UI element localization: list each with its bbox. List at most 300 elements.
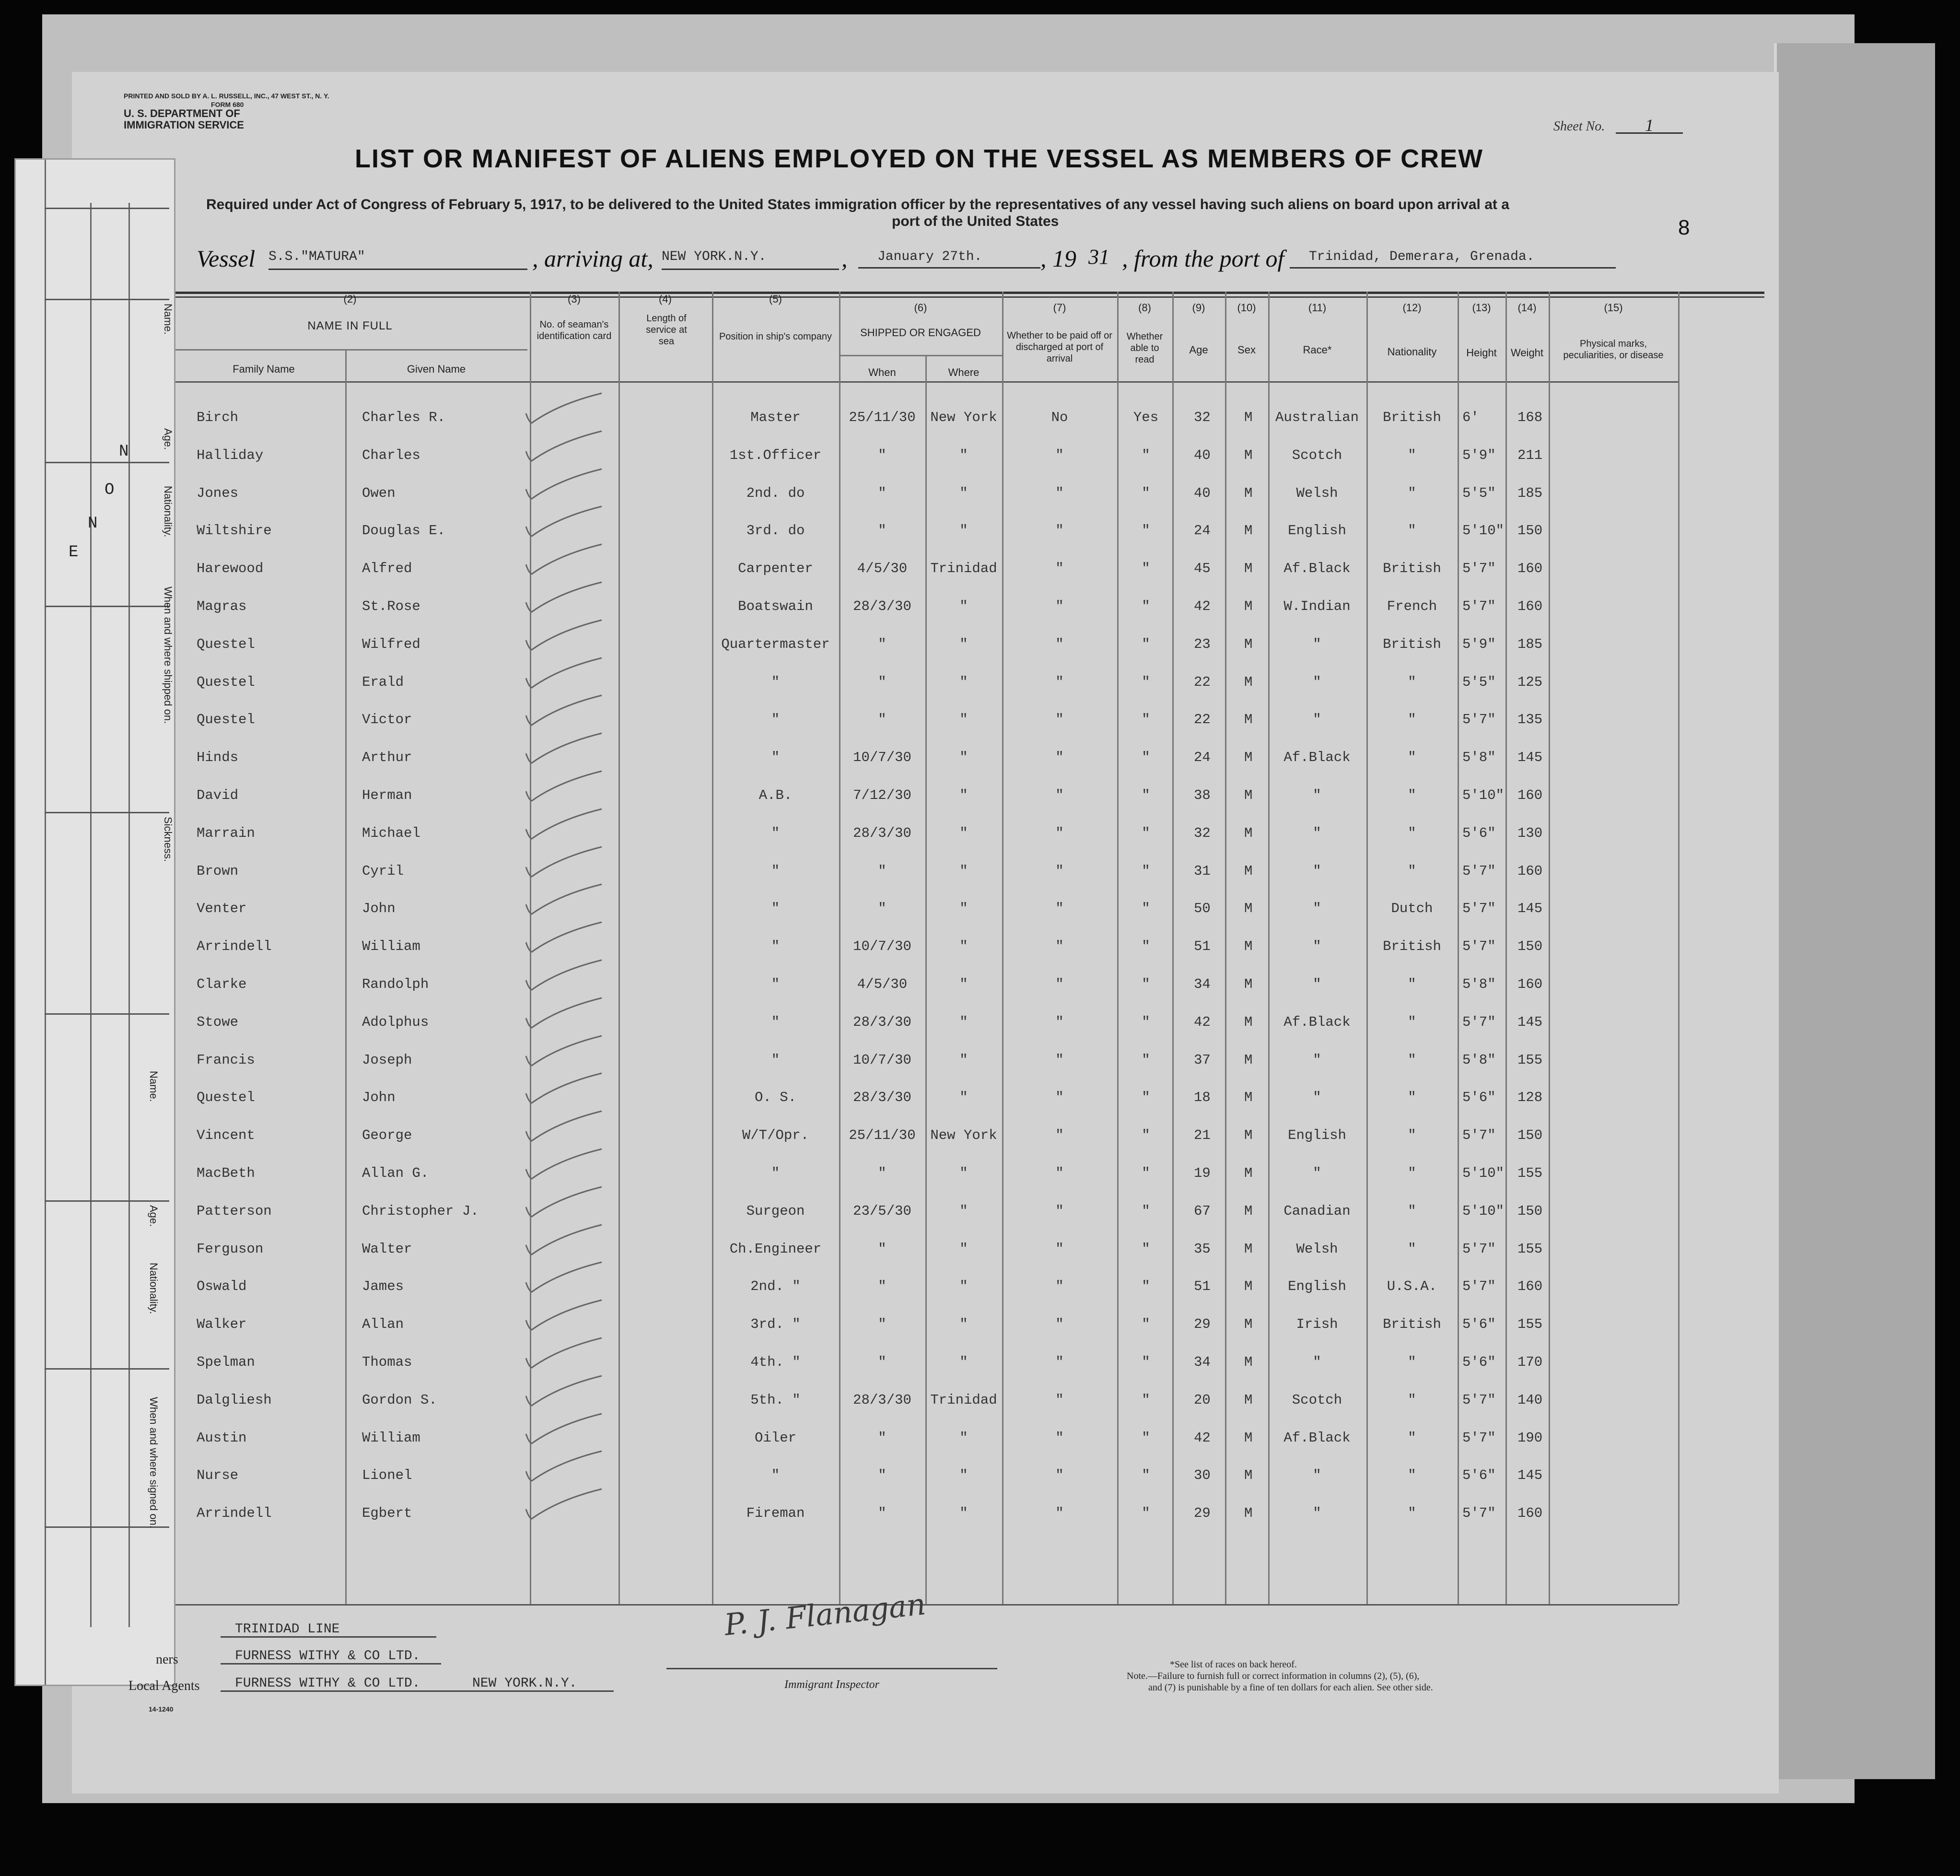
line-name: TRINIDAD LINE: [235, 1622, 340, 1637]
weight-cell: 160: [1517, 787, 1543, 803]
family-name-cell: Francis: [197, 1052, 255, 1068]
corner-number: 8: [1678, 216, 1690, 239]
column-rule: [1549, 292, 1550, 1604]
sex-cell: M: [1244, 750, 1253, 766]
weight-cell: 160: [1517, 1505, 1543, 1522]
age-cell: 24: [1194, 523, 1211, 539]
strip-label-sickness: Sickness.: [162, 817, 174, 862]
sex-cell: M: [1244, 447, 1253, 463]
sheet-number: 1: [1616, 115, 1683, 134]
strip-label-age-2: Age.: [148, 1205, 160, 1227]
able-to-read-cell: ": [1142, 750, 1150, 766]
column-rule: [1505, 292, 1507, 1604]
agents-rule: [221, 1690, 614, 1692]
family-name-cell: Arrindell: [197, 1505, 272, 1522]
race-cell: English: [1288, 523, 1346, 539]
col10-label: Sex: [1237, 344, 1256, 356]
height-cell: 5'7": [1462, 1127, 1496, 1144]
age-cell: 42: [1194, 1014, 1211, 1030]
col8-label: Whether able to read: [1126, 331, 1163, 365]
col2-family: Family Name: [233, 363, 295, 375]
height-cell: 5'7": [1462, 863, 1496, 879]
form-code: 14-1240: [149, 1705, 174, 1713]
family-name-cell: Ferguson: [197, 1241, 264, 1257]
shipped-where-cell: ": [959, 598, 968, 614]
sex-cell: M: [1244, 636, 1253, 652]
age-cell: 42: [1194, 1430, 1211, 1446]
vessel-name: S.S."MATURA": [268, 249, 527, 270]
shipped-when-cell: ": [878, 1354, 887, 1370]
weight-cell: 190: [1517, 1430, 1543, 1446]
sex-cell: M: [1244, 825, 1253, 841]
races-note: *See list of races on back hereof.: [1170, 1659, 1297, 1670]
shipped-when-cell: ": [878, 712, 887, 728]
shipped-when-cell: ": [878, 674, 887, 690]
position-cell: ": [771, 938, 780, 955]
sex-cell: M: [1244, 787, 1253, 803]
position-cell: Carpenter: [738, 561, 813, 577]
weight-cell: 150: [1517, 523, 1543, 539]
race-cell: Af.Black: [1283, 1430, 1351, 1446]
weight-cell: 145: [1517, 1467, 1543, 1484]
paid-off-cell: ": [1055, 976, 1064, 992]
column-rule: [1678, 292, 1680, 1604]
given-name-cell: Allan: [362, 1316, 404, 1333]
age-cell: 67: [1194, 1203, 1211, 1219]
col11-num: (11): [1308, 302, 1327, 314]
weight-cell: 170: [1517, 1354, 1543, 1370]
nationality-cell: ": [1408, 1241, 1416, 1257]
able-to-read-cell: ": [1142, 863, 1150, 879]
col8-num: (8): [1138, 302, 1151, 314]
nationality-cell: ": [1408, 1354, 1416, 1370]
position-cell: Boatswain: [738, 598, 813, 614]
col7-num: (7): [1053, 302, 1066, 314]
column-rule: [1002, 292, 1003, 1604]
shipped-where-cell: ": [959, 1430, 968, 1446]
shipped-when-cell: ": [878, 485, 887, 501]
strip-letter-n-2: N: [88, 515, 98, 533]
strip-label-name: Name.: [162, 304, 174, 335]
paid-off-cell: ": [1055, 863, 1064, 879]
printer-line: PRINTED AND SOLD BY A. L. RUSSELL, INC., 47 WEST ST., N. Y.: [124, 92, 329, 100]
col12-label: Nationality: [1387, 346, 1437, 358]
weight-cell: 140: [1517, 1392, 1543, 1408]
sex-cell: M: [1244, 1430, 1253, 1446]
shipped-where-cell: ": [959, 1278, 968, 1295]
height-cell: 5'10": [1462, 787, 1505, 803]
weight-cell: 160: [1517, 976, 1543, 992]
age-cell: 31: [1194, 863, 1211, 879]
shipped-when-cell: ": [878, 636, 887, 652]
shipped-where-cell: ": [959, 863, 968, 879]
column-rule: [1458, 292, 1459, 1604]
able-to-read-cell: ": [1142, 1467, 1150, 1484]
shipped-when-cell: ": [878, 1505, 887, 1522]
shipped-when-cell: 28/3/30: [853, 1090, 911, 1106]
race-cell: Scotch: [1292, 447, 1342, 463]
check-mark-icon: [520, 1291, 616, 1335]
check-mark-icon: [520, 1367, 616, 1410]
race-cell: ": [1313, 1354, 1321, 1370]
weight-cell: 125: [1517, 674, 1543, 690]
paid-off-cell: ": [1055, 787, 1064, 803]
sex-cell: M: [1244, 598, 1253, 614]
col11-label: Race*: [1303, 344, 1332, 356]
nationality-cell: ": [1408, 485, 1416, 501]
able-to-read-cell: ": [1142, 1127, 1150, 1144]
race-cell: Australian: [1275, 410, 1359, 425]
race-cell: Scotch: [1292, 1392, 1342, 1408]
given-name-cell: Douglas E.: [362, 523, 446, 539]
weight-cell: 155: [1517, 1316, 1543, 1333]
shipped-when-cell: 10/7/30: [853, 938, 911, 955]
arriving-label: , arriving at,: [532, 245, 653, 272]
note-line-1: Note.—Failure to furnish full or correct information in columns (2), (5), (6),: [1127, 1671, 1420, 1681]
height-cell: 5'9": [1462, 447, 1496, 463]
paid-off-cell: ": [1055, 1467, 1064, 1484]
able-to-read-cell: ": [1142, 1052, 1150, 1068]
check-mark-icon: [520, 1140, 616, 1184]
race-cell: ": [1313, 674, 1321, 690]
height-cell: 5'10": [1462, 1203, 1505, 1219]
shipped-where-cell: ": [959, 938, 968, 955]
family-name-cell: Venter: [197, 901, 247, 917]
subtitle-line-2: port of the United States: [892, 213, 1059, 229]
department-line: U. S. DEPARTMENT OF: [124, 107, 240, 119]
comma-sep: ,: [841, 245, 848, 272]
signature-rule: [666, 1668, 997, 1669]
weight-cell: 185: [1517, 636, 1543, 652]
nationality-cell: ": [1408, 712, 1416, 728]
column-rule: [1225, 292, 1226, 1604]
check-mark-icon: [520, 1329, 616, 1372]
check-mark-icon: [520, 762, 616, 806]
shipped-where-cell: ": [959, 712, 968, 728]
able-to-read-cell: ": [1142, 1505, 1150, 1522]
race-cell: Af.Black: [1283, 750, 1351, 766]
shipped-where-cell: ": [959, 674, 968, 690]
shipped-when-cell: ": [878, 1316, 887, 1333]
column-rule: [839, 292, 840, 1604]
shipped-when-cell: 10/7/30: [853, 1052, 911, 1068]
weight-cell: 168: [1517, 410, 1543, 425]
year-label: , 19: [1040, 245, 1076, 272]
strip-label-age: Age.: [162, 428, 174, 450]
height-cell: 5'9": [1462, 636, 1496, 652]
family-name-cell: Magras: [197, 598, 247, 614]
col7-label: Whether to be paid off or discharged at port of arrival: [1007, 330, 1112, 364]
shipped-where-cell: ": [959, 1241, 968, 1257]
check-mark-icon: [520, 1405, 616, 1448]
nationality-cell: U.S.A.: [1387, 1278, 1437, 1295]
strip-label-nationality-2: Nationality.: [148, 1263, 160, 1314]
age-cell: 38: [1194, 787, 1211, 803]
weight-cell: 160: [1517, 561, 1543, 577]
family-name-cell: Dalgliesh: [197, 1392, 272, 1408]
height-cell: 5'6": [1462, 1090, 1496, 1106]
weight-cell: 155: [1517, 1165, 1543, 1181]
paid-off-cell: ": [1055, 1505, 1064, 1522]
age-cell: 50: [1194, 901, 1211, 917]
position-cell: ": [771, 712, 780, 728]
departure-ports: Trinidad, Demerara, Grenada.: [1290, 249, 1616, 269]
paid-off-cell: ": [1055, 1014, 1064, 1030]
sex-cell: M: [1244, 1392, 1253, 1408]
paid-off-cell: ": [1055, 523, 1064, 539]
given-name-cell: Egbert: [362, 1505, 412, 1522]
able-to-read-cell: ": [1142, 1165, 1150, 1181]
race-cell: Af.Black: [1283, 1014, 1351, 1030]
given-name-cell: Charles: [362, 447, 420, 463]
nationality-cell: ": [1408, 674, 1416, 690]
height-cell: 5'5": [1462, 485, 1496, 501]
col12-num: (12): [1402, 302, 1422, 314]
sex-cell: M: [1244, 561, 1253, 577]
col5-label: Position in ship's company: [719, 331, 832, 342]
position-cell: 4th. ": [750, 1354, 801, 1370]
col14-label: Weight: [1510, 347, 1544, 359]
vessel-label: Vessel: [197, 245, 256, 272]
race-cell: Af.Black: [1283, 561, 1351, 577]
race-cell: ": [1313, 863, 1321, 879]
given-name-cell: Owen: [362, 485, 396, 501]
given-name-cell: Randolph: [362, 976, 429, 992]
sex-cell: M: [1244, 1203, 1253, 1219]
race-cell: ": [1313, 712, 1321, 728]
age-cell: 32: [1194, 410, 1211, 425]
race-cell: W.Indian: [1283, 598, 1351, 614]
able-to-read-cell: ": [1142, 787, 1150, 803]
agents-label: Local Agents: [128, 1678, 200, 1693]
check-mark-icon: [520, 838, 616, 881]
shipped-when-cell: 25/11/30: [849, 410, 916, 425]
age-cell: 18: [1194, 1090, 1211, 1106]
check-mark-icon: [520, 1442, 616, 1486]
position-cell: W/T/Opr.: [742, 1127, 809, 1144]
column-rule: [618, 292, 620, 1604]
form-number: FORM 680: [211, 101, 244, 108]
sex-cell: M: [1244, 1467, 1253, 1484]
shipped-where-cell: ": [959, 1052, 968, 1068]
family-name-cell: Questel: [197, 674, 255, 690]
shipped-when-cell: ": [878, 447, 887, 463]
given-name-cell: John: [362, 1090, 396, 1106]
check-mark-icon: [520, 1178, 616, 1221]
position-cell: ": [771, 1052, 780, 1068]
nationality-cell: ": [1408, 1014, 1416, 1030]
sex-cell: M: [1244, 1014, 1253, 1030]
arrival-port: NEW YORK.N.Y.: [662, 249, 839, 270]
age-cell: 21: [1194, 1127, 1211, 1144]
column-rule: [1366, 292, 1368, 1604]
given-name-cell: Erald: [362, 674, 404, 690]
shipped-when-cell: ": [878, 1278, 887, 1295]
shipped-when-cell: ": [878, 901, 887, 917]
year-value: 31: [1088, 245, 1109, 269]
family-name-cell: Questel: [197, 712, 255, 728]
col6-when: When: [868, 366, 896, 378]
shipped-where-cell: ": [959, 1165, 968, 1181]
shipped-when-cell: 28/3/30: [853, 1392, 911, 1408]
given-name-cell: Charles R.: [362, 410, 446, 425]
check-mark-icon: [520, 574, 616, 617]
line-name-rule: [221, 1636, 436, 1638]
paid-off-cell: ": [1055, 1241, 1064, 1257]
race-cell: ": [1313, 976, 1321, 992]
height-cell: 5'10": [1462, 523, 1505, 539]
position-cell: Master: [750, 410, 801, 425]
nationality-cell: ": [1408, 1090, 1416, 1106]
nationality-cell: British: [1383, 410, 1441, 425]
paid-off-cell: ": [1055, 447, 1064, 463]
family-name-cell: David: [197, 787, 239, 803]
able-to-read-cell: ": [1142, 1014, 1150, 1030]
able-to-read-cell: ": [1142, 976, 1150, 992]
family-name-cell: MacBeth: [197, 1165, 255, 1181]
weight-cell: 160: [1517, 598, 1543, 614]
able-to-read-cell: ": [1142, 712, 1150, 728]
family-name-cell: Marrain: [197, 825, 255, 841]
shipped-header-rule: [839, 355, 1002, 356]
age-cell: 51: [1194, 1278, 1211, 1295]
check-mark-icon: [520, 1480, 616, 1524]
shipped-when-cell: 28/3/30: [853, 598, 911, 614]
given-name-cell: William: [362, 1430, 420, 1446]
col13-num: (13): [1472, 302, 1491, 314]
able-to-read-cell: ": [1142, 1278, 1150, 1295]
weight-cell: 160: [1517, 1278, 1543, 1295]
weight-cell: 155: [1517, 1052, 1543, 1068]
paid-off-cell: ": [1055, 1354, 1064, 1370]
position-cell: ": [771, 901, 780, 917]
given-name-cell: Gordon S.: [362, 1392, 437, 1408]
position-cell: ": [771, 674, 780, 690]
age-cell: 29: [1194, 1505, 1211, 1522]
inspector-signature: P. J. Flanagan: [723, 1586, 927, 1642]
able-to-read-cell: ": [1142, 825, 1150, 841]
col15-label: Physical marks, peculiarities, or disease: [1563, 339, 1664, 361]
shipped-where-cell: ": [959, 1203, 968, 1219]
able-to-read-cell: ": [1142, 674, 1150, 690]
strip-letter-n: N: [119, 443, 129, 461]
weight-cell: 145: [1517, 901, 1543, 917]
nationality-cell: ": [1408, 1165, 1416, 1181]
shipped-where-cell: ": [959, 636, 968, 652]
height-cell: 5'8": [1462, 750, 1496, 766]
paid-off-cell: ": [1055, 901, 1064, 917]
nationality-cell: ": [1408, 1430, 1416, 1446]
column-rule: [345, 349, 347, 1604]
strip-label-signed: When and where signed on.: [148, 1397, 160, 1528]
height-cell: 5'7": [1462, 938, 1496, 955]
able-to-read-cell: ": [1142, 598, 1150, 614]
shipped-where-cell: ": [959, 1354, 968, 1370]
height-cell: 5'8": [1462, 1052, 1496, 1068]
able-to-read-cell: ": [1142, 1203, 1150, 1219]
sex-cell: M: [1244, 938, 1253, 955]
given-name-cell: James: [362, 1278, 404, 1295]
shipped-when-cell: 23/5/30: [853, 1203, 911, 1219]
paid-off-cell: ": [1055, 1052, 1064, 1068]
position-cell: 2nd. do: [746, 485, 805, 501]
race-cell: Irish: [1296, 1316, 1338, 1333]
height-cell: 5'7": [1462, 598, 1496, 614]
shipped-where-cell: ": [959, 787, 968, 803]
family-name-cell: Jones: [197, 485, 239, 501]
nationality-cell: ": [1408, 1127, 1416, 1144]
paid-off-cell: ": [1055, 750, 1064, 766]
column-rule: [1268, 292, 1270, 1604]
col6-num: (6): [914, 302, 927, 314]
sex-cell: M: [1244, 410, 1253, 425]
family-name-cell: Nurse: [197, 1467, 239, 1484]
check-mark-icon: [520, 1027, 616, 1070]
shipped-when-cell: 10/7/30: [853, 750, 911, 766]
race-cell: ": [1313, 938, 1321, 955]
position-cell: Quartermaster: [721, 636, 830, 652]
paid-off-cell: ": [1055, 1316, 1064, 1333]
check-mark-icon: [520, 1102, 616, 1146]
shipped-where-cell: ": [959, 901, 968, 917]
owners-value: FURNESS WITHY & CO LTD.: [235, 1649, 420, 1664]
position-cell: 3rd. ": [750, 1316, 801, 1333]
age-cell: 29: [1194, 1316, 1211, 1333]
family-name-cell: Harewood: [197, 561, 264, 577]
owners-rule: [221, 1663, 441, 1665]
given-name-cell: John: [362, 901, 396, 917]
agents-value: FURNESS WITHY & CO LTD.: [235, 1676, 420, 1691]
able-to-read-cell: ": [1142, 1430, 1150, 1446]
race-cell: ": [1313, 1505, 1321, 1522]
sex-cell: M: [1244, 485, 1253, 501]
shipped-where-cell: ": [959, 1090, 968, 1106]
weight-cell: 150: [1517, 938, 1543, 955]
col2-label: NAME IN FULL: [307, 319, 393, 332]
paid-off-cell: ": [1055, 1203, 1064, 1219]
check-mark-icon: [520, 649, 616, 692]
able-to-read-cell: ": [1142, 1241, 1150, 1257]
position-cell: ": [771, 825, 780, 841]
family-name-cell: Patterson: [197, 1203, 272, 1219]
height-cell: 5'7": [1462, 1505, 1496, 1522]
height-cell: 5'6": [1462, 1354, 1496, 1370]
nationality-cell: ": [1408, 787, 1416, 803]
weight-cell: 185: [1517, 485, 1543, 501]
check-mark-icon: [520, 1065, 616, 1108]
arrival-date: January 27th.: [858, 249, 1040, 269]
height-cell: 5'7": [1462, 1430, 1496, 1446]
height-cell: 5'8": [1462, 976, 1496, 992]
given-name-cell: Walter: [362, 1241, 412, 1257]
race-cell: Welsh: [1296, 1241, 1338, 1257]
paid-off-cell: ": [1055, 1430, 1064, 1446]
nationality-cell: ": [1408, 1505, 1416, 1522]
able-to-read-cell: ": [1142, 561, 1150, 577]
paid-off-cell: No: [1051, 410, 1068, 425]
given-name-cell: Thomas: [362, 1354, 412, 1370]
sex-cell: M: [1244, 976, 1253, 992]
shipped-where-cell: ": [959, 1467, 968, 1484]
strip-label-shipped: When and where shipped on.: [162, 586, 174, 724]
weight-cell: 150: [1517, 1127, 1543, 1144]
paid-off-cell: ": [1055, 636, 1064, 652]
position-cell: 5th. ": [750, 1392, 801, 1408]
sex-cell: M: [1244, 1241, 1253, 1257]
position-cell: ": [771, 750, 780, 766]
height-cell: 6': [1462, 410, 1479, 425]
sex-cell: M: [1244, 863, 1253, 879]
